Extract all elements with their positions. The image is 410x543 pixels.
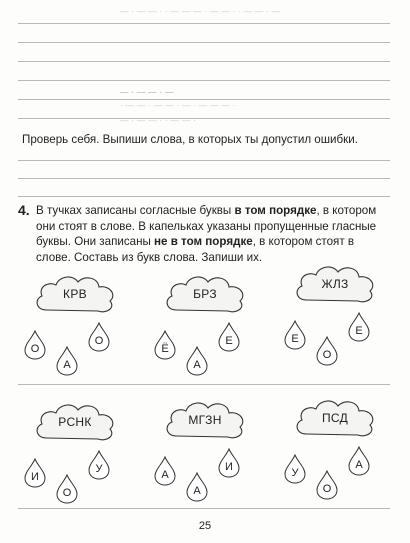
bleed-through-text: — · — — · — — [120, 87, 174, 97]
answer-line[interactable] — [18, 384, 390, 385]
raindrop-vowel: А — [355, 459, 363, 471]
cloud-consonants: РСНК — [58, 415, 92, 429]
writing-line[interactable] — [18, 178, 390, 179]
bleed-through-text: — · — — · · — — — · — — · · — — · — — [120, 6, 281, 16]
raindrop-vowel: А — [193, 485, 201, 497]
cloud-consonants: МГЗН — [188, 413, 222, 427]
raindrop-vowel: О — [62, 487, 72, 499]
raindrop-vowel: Е — [225, 335, 233, 347]
check-yourself-instruction: Проверь себя. Выпиши слова, в которых ты допустил ошибки. — [22, 133, 358, 146]
answer-line[interactable] — [18, 508, 390, 509]
cloud-consonants: ПСД — [321, 411, 349, 425]
cloud-consonants: КРВ — [63, 287, 87, 301]
raindrop-vowel: У — [291, 467, 299, 479]
word-puzzle-group — [20, 400, 130, 500]
raindrop-vowel: Е — [355, 325, 363, 337]
raindrop-vowel: О — [30, 343, 40, 355]
page-number: 25 — [198, 520, 212, 532]
raindrop-vowel: Ё — [161, 343, 169, 355]
word-puzzle-group — [20, 272, 130, 372]
raindrop-vowel: О — [322, 483, 332, 495]
writing-line[interactable] — [18, 99, 390, 100]
word-puzzle-group — [280, 262, 390, 362]
writing-line[interactable] — [18, 160, 390, 161]
bleed-through-text: — · — — · · — — · — [120, 115, 197, 125]
word-puzzle-group — [150, 272, 260, 372]
writing-line[interactable] — [18, 196, 390, 197]
raindrop-vowel: И — [225, 461, 233, 473]
word-puzzle-group — [280, 396, 390, 496]
writing-line[interactable] — [18, 118, 390, 119]
raindrop-vowel: А — [63, 359, 71, 371]
raindrop-vowel: А — [161, 469, 169, 481]
task-4 — [18, 203, 390, 265]
raindrop-vowel: У — [95, 463, 103, 475]
bleed-through-text: · — — · — — · — · — — — · — [120, 100, 236, 110]
raindrop-vowel: Е — [291, 333, 299, 345]
task-instruction: В тучках записаны согласные буквы в том порядке, в котором они стоят в слове. В капельках указаны пропущенные гласные буквы. Они записаны не в том порядке, в котором стоят в слове. Составь из букв слова. Запиши их. — [36, 204, 377, 264]
word-puzzle-group — [150, 398, 260, 498]
raindrop-vowel: О — [94, 335, 104, 347]
cloud-consonants: ЖЛЗ — [321, 277, 349, 291]
task-number: 4. — [18, 202, 30, 218]
writing-line[interactable] — [18, 80, 390, 81]
raindrop-vowel: А — [193, 359, 201, 371]
raindrop-vowel: О — [322, 349, 332, 361]
cloud-consonants: БРЗ — [193, 287, 217, 301]
writing-line[interactable] — [18, 61, 390, 62]
writing-line[interactable] — [18, 42, 390, 43]
writing-line[interactable] — [18, 23, 390, 24]
raindrop-vowel: И — [31, 471, 39, 483]
